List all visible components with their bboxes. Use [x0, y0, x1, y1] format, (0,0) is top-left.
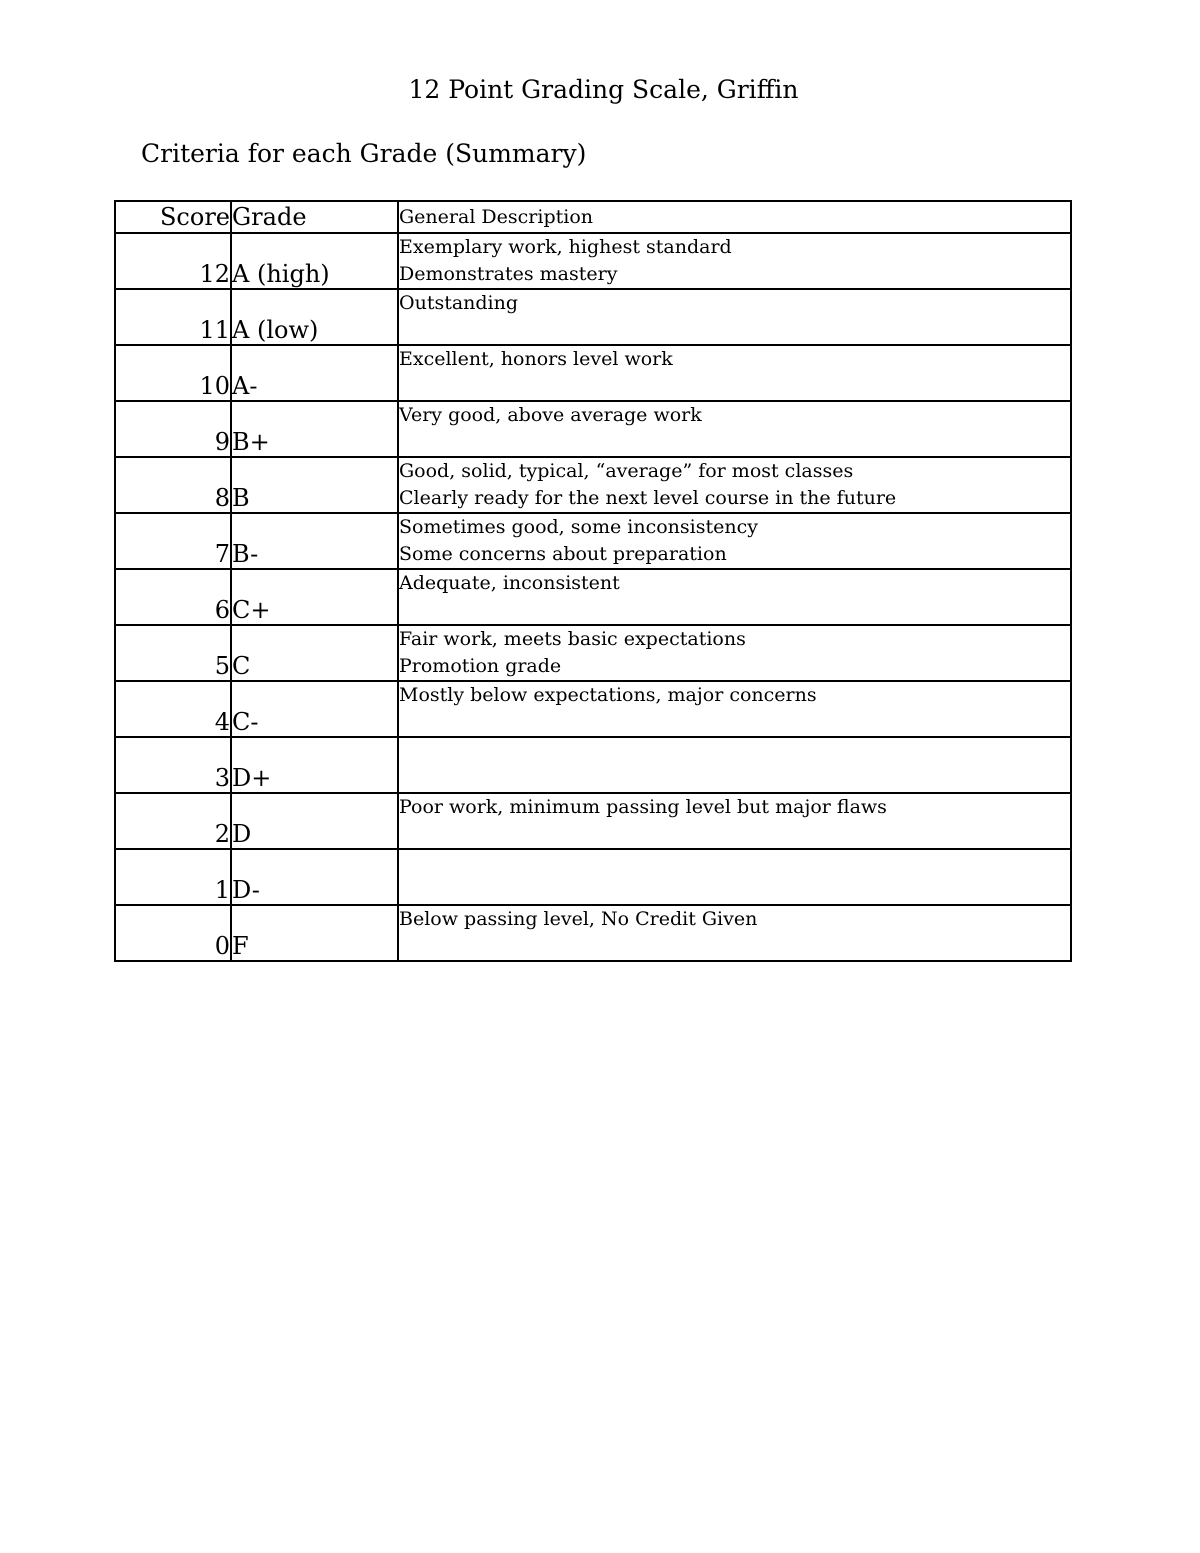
description-line: Poor work, minimum passing level but major flaws [399, 796, 887, 818]
document-title: 12 Point Grading Scale, Griffin [408, 75, 799, 104]
description-cell [398, 457, 1071, 513]
score-cell: 5 [115, 625, 231, 681]
description-line: Demonstrates mastery [399, 263, 618, 285]
table-row [115, 681, 1071, 737]
description-line: Good, solid, typical, “average” for most classes [399, 460, 854, 482]
grade-cell: C [231, 625, 398, 681]
table-row [115, 849, 1071, 905]
score-cell: 0 [115, 905, 231, 961]
score-cell: 10 [115, 345, 231, 401]
description-line: Outstanding [399, 292, 519, 314]
description-cell [398, 681, 1071, 737]
description-cell [398, 737, 1071, 793]
table-row [115, 625, 1071, 681]
description-line: Sometimes good, some inconsistency [399, 516, 758, 538]
grade-cell: D- [231, 849, 398, 905]
description-cell [398, 849, 1071, 905]
table-row [115, 401, 1071, 457]
description-line: Some concerns about preparation [399, 543, 727, 565]
description-cell [398, 233, 1071, 289]
grade-cell: F [231, 905, 398, 961]
description-cell [398, 625, 1071, 681]
table-row [115, 513, 1071, 569]
score-cell: 8 [115, 457, 231, 513]
description-cell [398, 793, 1071, 849]
score-cell: 7 [115, 513, 231, 569]
score-cell: 3 [115, 737, 231, 793]
score-cell: 6 [115, 569, 231, 625]
grade-cell: D+ [231, 737, 398, 793]
description-cell [398, 905, 1071, 961]
grade-column-header: Grade [231, 201, 398, 233]
grade-cell: A (high) [231, 233, 398, 289]
score-cell: 11 [115, 289, 231, 345]
grade-cell: B+ [231, 401, 398, 457]
table-row [115, 793, 1071, 849]
grade-cell: D [231, 793, 398, 849]
grade-cell: A (low) [231, 289, 398, 345]
description-line: Below passing level, No Credit Given [399, 908, 758, 930]
grading-scale-table [114, 200, 1072, 962]
description-cell [398, 401, 1071, 457]
score-cell: 2 [115, 793, 231, 849]
table-row [115, 905, 1071, 961]
table-row [115, 345, 1071, 401]
description-line: Clearly ready for the next level course in the future [399, 487, 897, 509]
description-line: Mostly below expectations, major concerns [399, 684, 817, 706]
description-line: Excellent, honors level work [399, 348, 673, 370]
table-row [115, 289, 1071, 345]
grade-cell: B [231, 457, 398, 513]
table-header-row [115, 201, 1071, 233]
description-cell [398, 569, 1071, 625]
description-column-header: General Description [398, 201, 1071, 233]
description-line: Exemplary work, highest standard [399, 236, 732, 258]
grade-cell: B- [231, 513, 398, 569]
description-line: Very good, above average work [399, 404, 702, 426]
document-subtitle: Criteria for each Grade (Summary) [141, 139, 587, 168]
grade-cell: C+ [231, 569, 398, 625]
score-cell: 12 [115, 233, 231, 289]
score-column-header: Score [115, 201, 231, 233]
table-row [115, 737, 1071, 793]
description-cell [398, 345, 1071, 401]
table-row [115, 233, 1071, 289]
grade-cell: C- [231, 681, 398, 737]
description-line: Fair work, meets basic expectations [399, 628, 746, 650]
description-cell [398, 289, 1071, 345]
description-line: Adequate, inconsistent [399, 572, 620, 594]
table-row [115, 457, 1071, 513]
grade-cell: A- [231, 345, 398, 401]
score-cell: 9 [115, 401, 231, 457]
score-cell: 1 [115, 849, 231, 905]
description-line: Promotion grade [399, 655, 562, 677]
score-cell: 4 [115, 681, 231, 737]
table-row [115, 569, 1071, 625]
description-cell [398, 513, 1071, 569]
